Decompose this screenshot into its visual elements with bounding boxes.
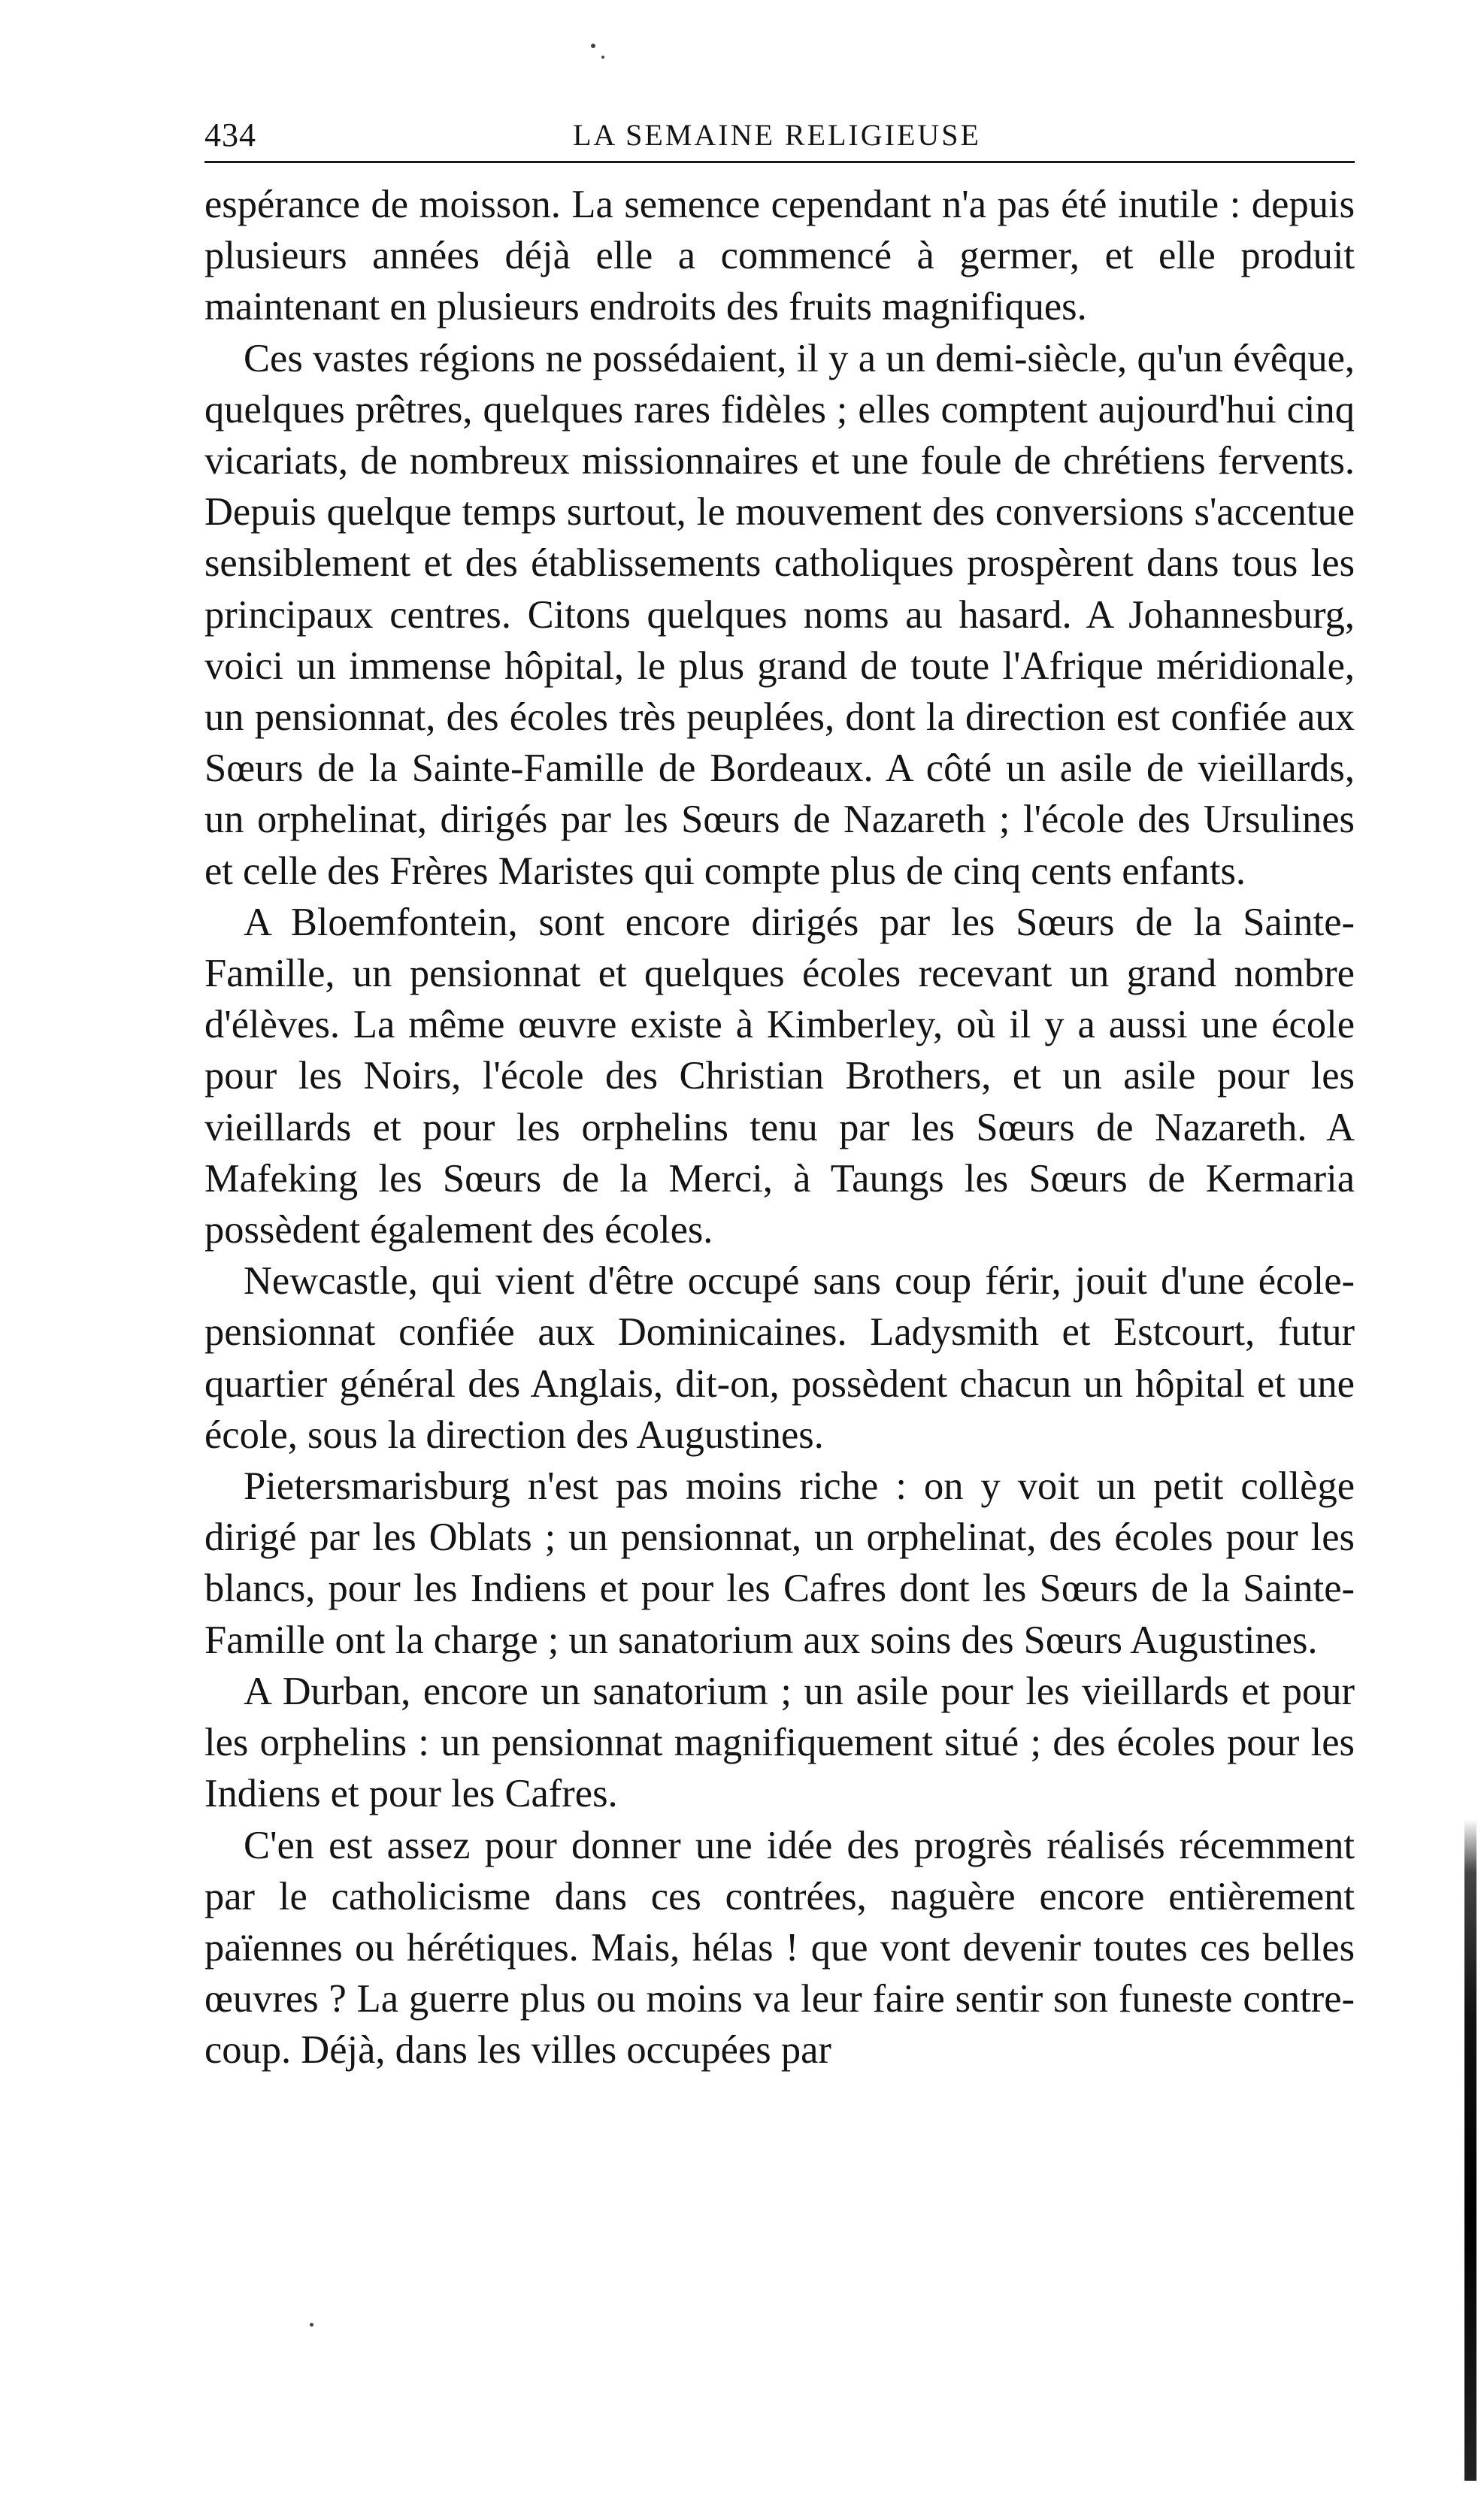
paragraph-7: C'en est assez pour donner une idée des progrès réalisés récemment par le catholicisme dans ces contrées, naguère encore entièrement païennes ou hérétiques. Mais, hélas ! que vont devenir toutes ces belles œuvres ? La guerre plus ou moins va leur faire sentir son funeste contre-coup. Déjà, dans les villes occupées par [204, 1823, 1355, 2073]
paragraph-5: Pietersmarisburg n'est pas moins riche : on y voit un petit collège dirigé par les Oblats ; un pensionnat, un orphelinat, des écoles pour les blancs, pour les Indiens et pour les Cafres dont les Sœurs de la Sainte-Famille ont la charge ; un sanatorium aux soins des Sœurs Augustines. [204, 1464, 1355, 1662]
header-rule [204, 161, 1355, 163]
scan-speck [601, 56, 604, 59]
paragraph-3: A Bloemfontein, sont encore dirigés par les Sœurs de la Sainte-Famille, un pensionnat et quelques écoles recevant un grand nombre d'élèves. La même œuvre existe à Kimberley, où il y a aussi une école pour les Noirs, l'école des Christian Brothers, et un asile pour les vieillards et pour les orphelins tenu par les Sœurs de Nazareth. A Mafeking les Sœurs de la Merci, à Taungs les Sœurs de Kermaria possèdent également des écoles. [204, 900, 1355, 1252]
running-head [204, 113, 1355, 158]
scan-speck [591, 44, 595, 48]
paragraph-1: espérance de moisson. La semence cependant n'a pas été inutile : depuis plusieurs années déjà elle a commencé à germer, et elle produit maintenant en plusieurs endroits des fruits magnifiques. [204, 183, 1355, 329]
page-number: 434 [204, 117, 256, 153]
running-title: LA SEMAINE RELIGIEUSE [573, 118, 981, 152]
scan-speck [310, 2323, 313, 2327]
body-text [204, 179, 1355, 2076]
scan-edge-shadow [1464, 1819, 1476, 2481]
paragraph-6: A Durban, encore un sanatorium ; un asile pour les vieillards et pour les orphelins : un pensionnat magnifiquement situé ; des écoles pour les Indiens et pour les Cafres. [204, 1669, 1355, 1816]
paragraph-2: Ces vastes régions ne possédaient, il y a un demi-siècle, qu'un évêque, quelques prêtres, quelques rares fidèles ; elles comptent aujourd'hui cinq vicariats, de nombreux missionnaires et une foule de chrétiens fervents. Depuis quelque temps surtout, le mouvement des conversions s'accentue sensiblement et des établissements catholiques prospèrent dans tous les principaux centres. Citons quelques noms au hasard. A Johannesburg, voici un immense hôpital, le plus grand de toute l'Afrique méridionale, un pensionnat, des écoles très peuplées, dont la direction est confiée aux Sœurs de la Sainte-Famille de Bordeaux. A côté un asile de vieillards, un orphelinat, dirigés par les Sœurs de Nazareth ; l'école des Ursulines et celle des Frères Maristes qui compte plus de cinq cents enfants. [204, 336, 1355, 893]
paragraph-4: Newcastle, qui vient d'être occupé sans coup férir, jouit d'une école-pensionnat confiée aux Dominicaines. Ladysmith et Estcourt, futur quartier général des Anglais, dit-on, possèdent chacun un hôpital et une école, sous la direction des Augustines. [204, 1259, 1355, 1457]
